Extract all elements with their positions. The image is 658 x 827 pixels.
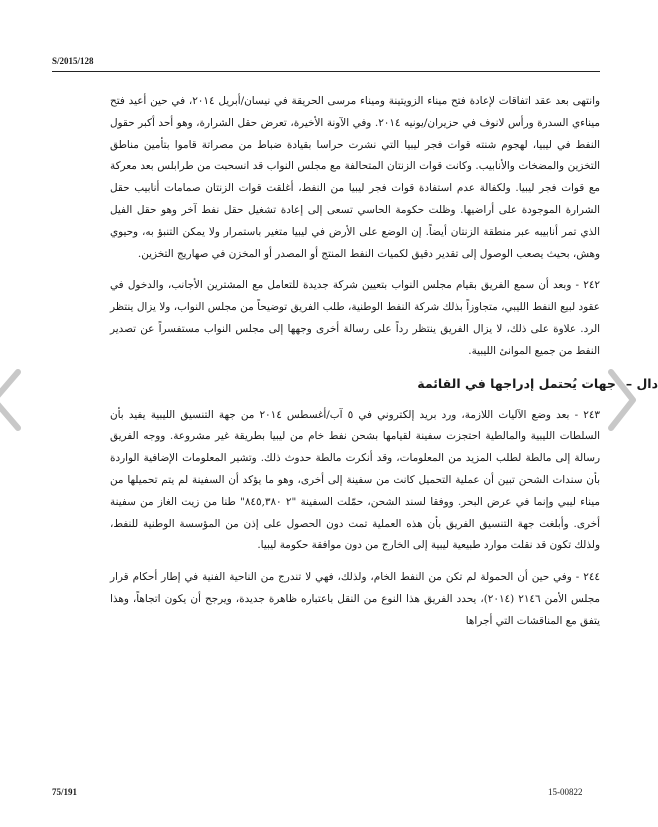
chevron-left-icon (0, 368, 32, 432)
paragraph-intro: وانتهى بعد عقد اتفاقات لإعادة فتح ميناء الزويتينة وميناء مرسى الحريقة في نيسان/أبريل ٢٠١٤، في حين أعيد فتح ميناءي السدرة ورأس لانوف في حزيران/يونيه ٢٠١٤. وفي الآونة الأخيرة، تعرض حقل الشرارة، وهو أحد أكبر حقول النفط في ليبيا، لهجوم شنته قوات فجر ليبيا التي نشرت حراسا بقيادة ضباط من مصراتة قاموا بتأمين مناطق التخزين والمضخات والأنابيب. وكانت قوات الزنتان المتحالفة مع مجلس النواب قد انسحبت من طرابلس بعد معركة مع قوات فجر ليبيا. ولكفالة عدم استفادة قوات فجر ليبيا من النفط، أغلقت قوات الزنتان صمامات أنابيب حقل الشرارة الموجودة على أراضيها. وظلت حكومة الحاسي تسعى إلى إعادة تشغيل حقل نفط آخر وهو حقل الفيل الذي تمر أنابيبه عبر منطقة الزنتان أيضاً. إن الوضع على الأرض في ليبيا متغير باستمرار ولا يمكن التنبؤ به، وحيوي وهش، بحيث يصعب الوصول إلى تقدير دقيق لكميات النفط المنتج أو المصدر أو المخزن في صهاريج التخزين. (110, 95, 600, 260)
chevron-right-icon (603, 368, 647, 432)
header-rule (52, 71, 600, 72)
previous-page-button[interactable] (0, 368, 32, 432)
job-number: 15-00822 (548, 787, 583, 797)
paragraph-244: ٢٤٤ - وفي حين أن الحمولة لم تكن من النفط الخام، ولذلك، فهي لا تندرج من الناحية الفنية في إطار أحكام قرار مجلس الأمن ٢١٤٦ (٢٠١٤)، يحدد الفريق هذا النوع من النقل باعتباره ظاهرة جديدة، ويرجح أن يكون اتجاهاً، وهذا يتفق مع المناقشات التي أجراها (110, 571, 600, 627)
paragraph-242: ٢٤٢ - وبعد أن سمع الفريق بقيام مجلس النواب بتعيين شركة جديدة للتعامل مع المشترين الأجانب، والدخول في عقود لبيع النفط الليبي، متجاوزاً بذلك شركة النفط الوطنية، طلب الفريق توضيحاً من مجلس النواب، ولا يزال ينتظر الرد. علاوة على ذلك، لا يزال الفريق ينتظر رداً على رسالة أخرى وجهها إلى مجلس النواب مستفسراً عن تصدير النفط من جميع الموانئ الليبية. (110, 279, 600, 357)
section-title: جهات يُحتمل إدراجها في القائمة (417, 375, 616, 391)
document-symbol: S/2015/128 (52, 56, 94, 66)
page-number: 75/191 (52, 787, 78, 797)
section-letter: دال – (625, 375, 658, 391)
page-body (110, 91, 658, 643)
paragraph-243: ٢٤٣ - بعد وضع الآليات اللازمة، ورد بريد إلكتروني في ٥ آب/أغسطس ٢٠١٤ من جهة التنسيق الليبية يفيد بأن السلطات الليبية والمالطية احتجزت سفينة لقيامها بشحن نفط خام من ليبيا بطريقة غير مشروعة. ووجه الفريق رسالة إلى مالطة لطلب المزيد من المعلومات، وقد أنكرت مالطة حدوث ذلك. وتشير المعلومات الإضافية الواردة بأن سندات الشحن تبين أن عملية التحميل كانت من سفينة إلى أخرى، وهو ما يؤكد أن السفينة لم يتم تحميلها من ميناء ليبي وإنما في عرض البحر. ووفقا لسند الشحن، حمّلت السفينة "٢ ٨٤٥,٣٨٠" طنا من زيت الغاز من سفينة أخرى. وأبلغت جهة التنسيق الفريق بأن هذه العملية تمت دون الحصول على إذن من المؤسسة الوطنية للنفط، ولذلك تكون قد نقلت موارد طبيعية ليبية إلى الخارج من دون موافقة حكومة ليبيا. (110, 408, 600, 552)
section-heading (110, 373, 658, 395)
next-page-button[interactable] (603, 368, 647, 432)
